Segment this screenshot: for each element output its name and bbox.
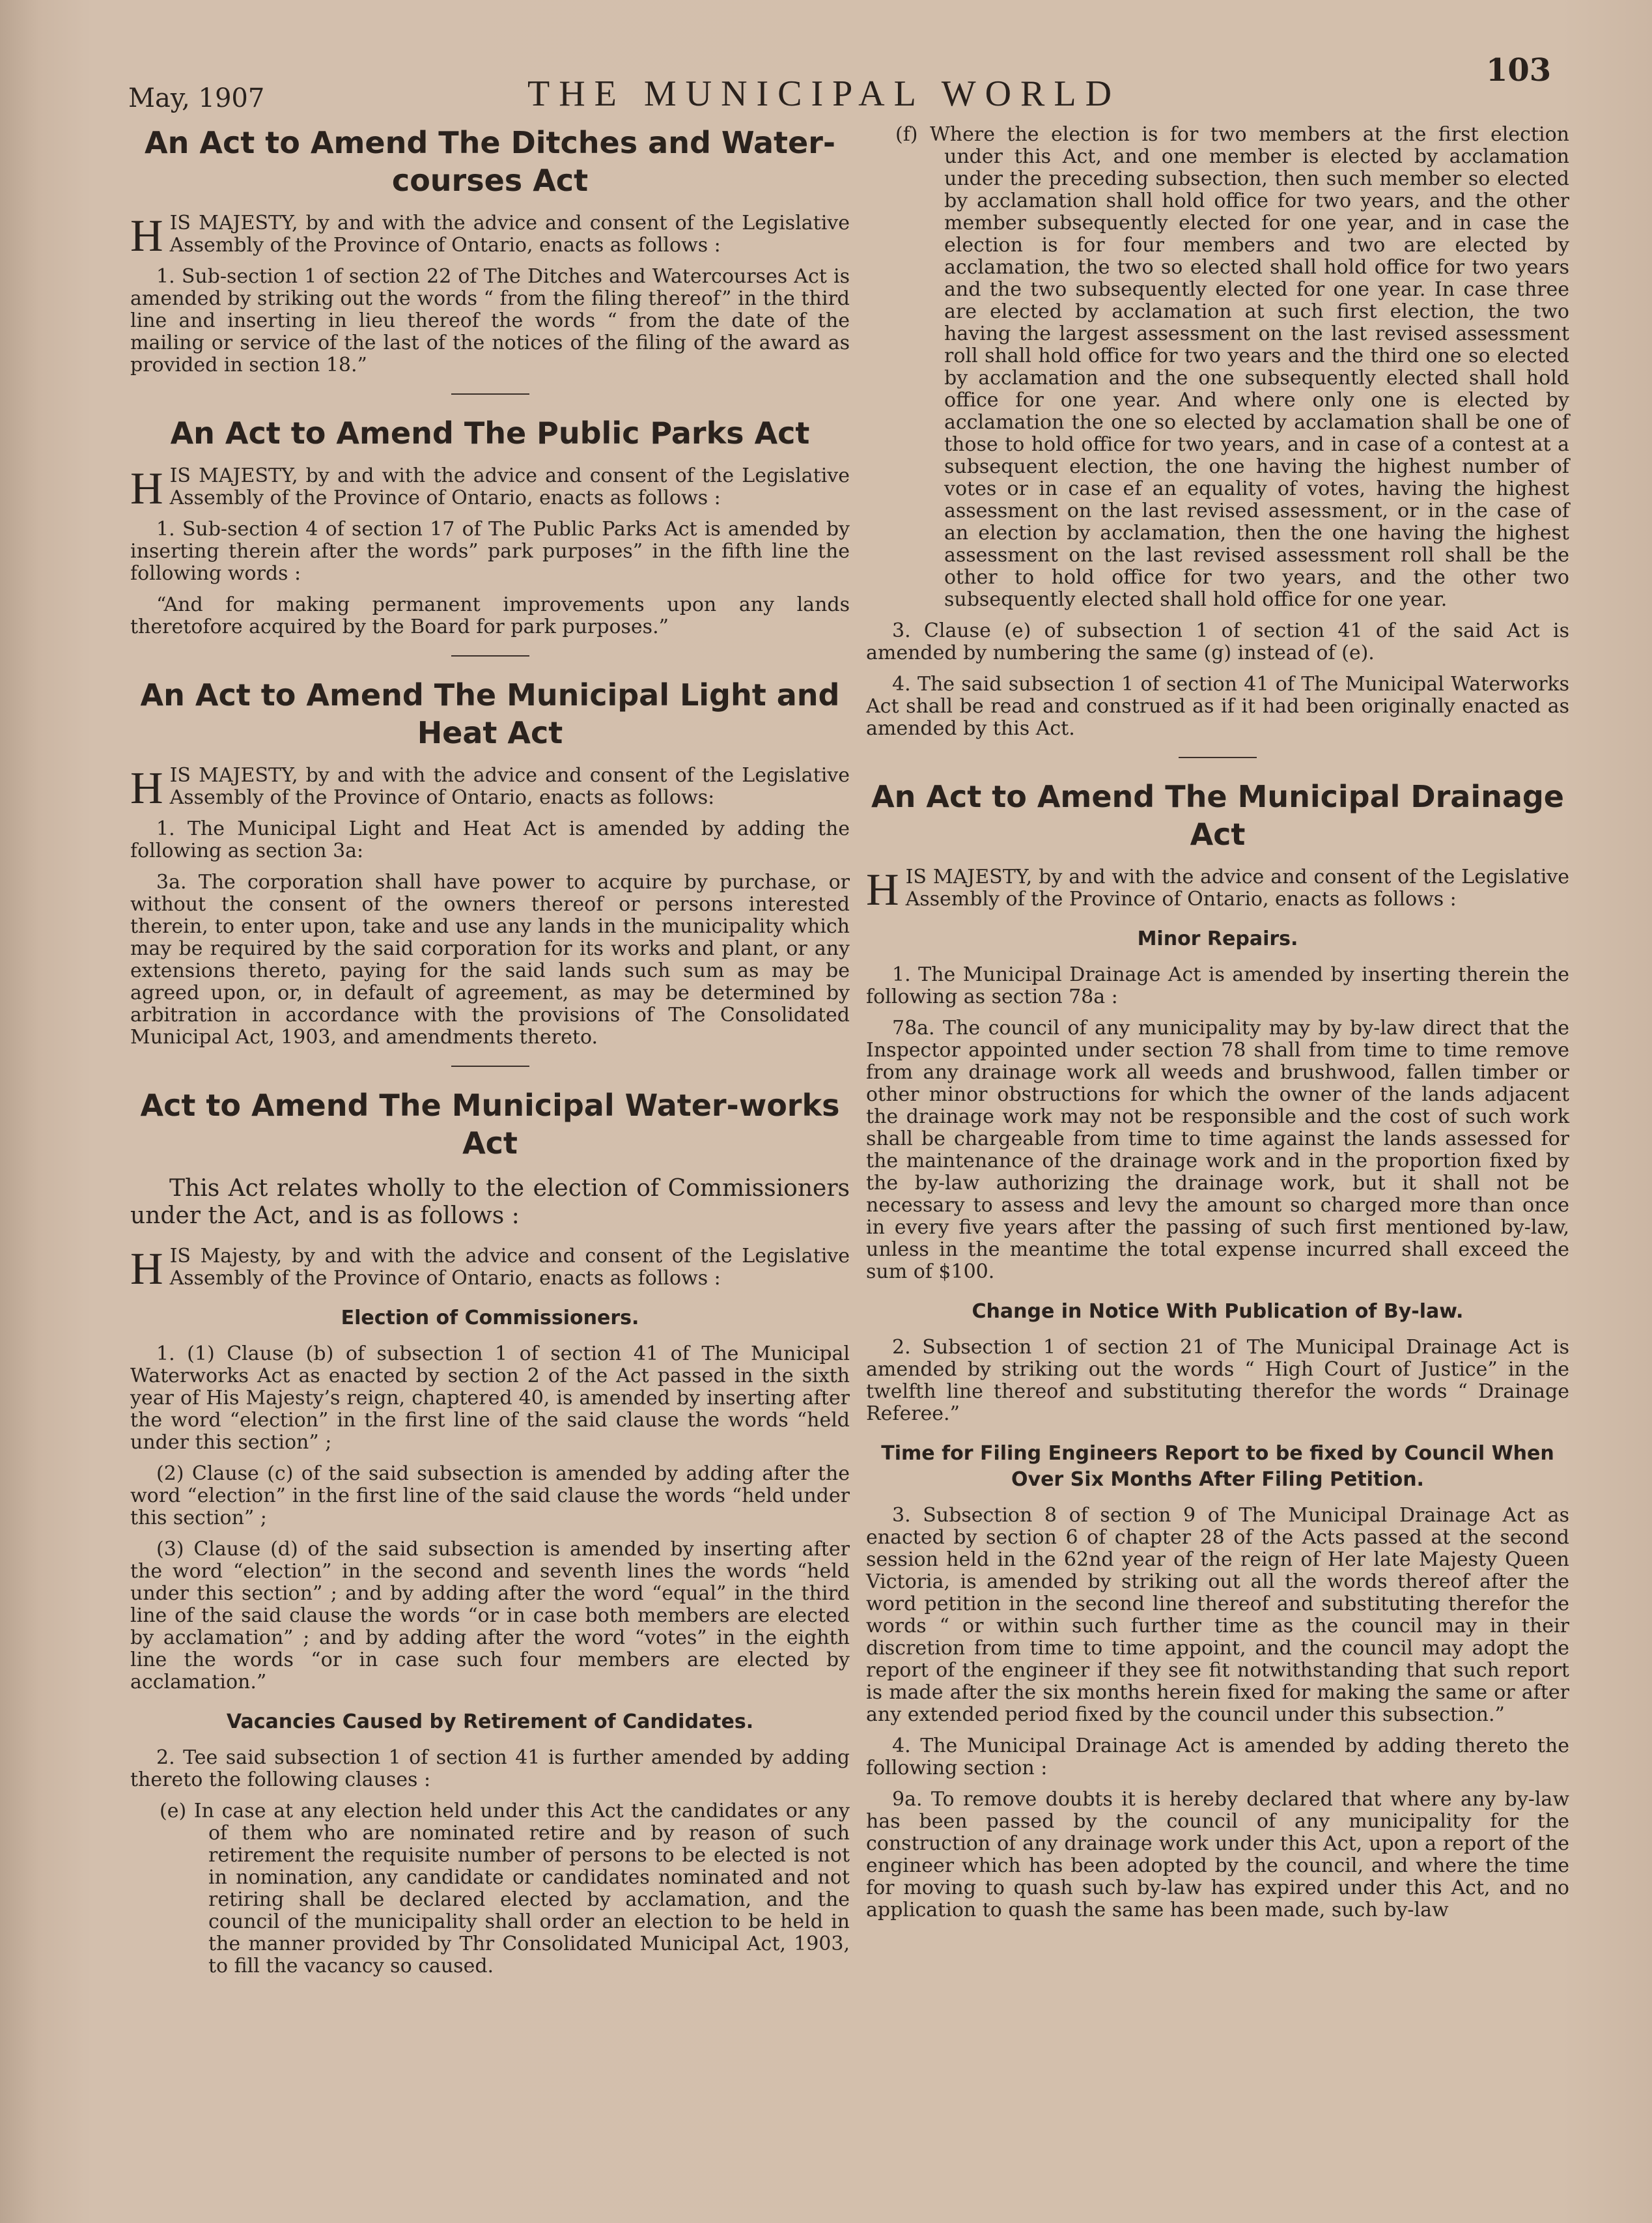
section-text: 1. Sub-section 1 of section 22 of The Ditches and Watercourses Act is amended by striking out the words “ from the filing thereof” in the third line and inserting in lieu thereof the words “ from the date of the mailing or service of the last of the notices of the filing of the award as provided in section 18.” [130,265,850,376]
drop-cap: H [866,865,899,915]
subheading: Election of Commissioners. [341,1307,639,1329]
enacting-clause: HIS Majesty, by and with the advice and consent of the Legislative Assembly of the Province of Ontario, enacts as follows : [130,1244,850,1294]
article-title: An Act to Amend The Public Parks Act [170,416,810,451]
section-text: 78a. The council of any municipality may by by-law direct that the Inspector appointed under section 78 shall from time to time remove from any drainage work all weeds and brushwood, fallen timber or other minor obstructions for which the owner of the lands adjacent the drainage work may not be responsible and the cost of such work shall be chargeable from time to time against the lands assessed for the maintenance of the drainage work and in the proportion fixed by the by-law authorizing the drainage work, but it shall not be necessary to assess and levy the amount so charged more than once in every five years after the passing of such first mentioned by-law, unless in the meantime the total expense incurred shall exceed the sum of $100. [866,1017,1569,1283]
publication-title: THE MUNICIPAL WORLD [527,74,1121,114]
divider [451,393,529,395]
divider [451,655,529,657]
section-text: 3. Clause (e) of subsection 1 of section 41 of the said Act is amended by numbering the same (g) instead of (e). [866,619,1569,664]
drop-cap: H [130,1244,163,1294]
article-title: An Act to Amend The Municipal Drainage Act [871,779,1565,852]
quoted-text: “And for making permanent improvements upon any lands theretofore acquired by the Board for park purposes.” [130,593,850,638]
drainage-article [866,778,1569,1921]
clause-text: (f) Where the election is for two members at the first election under this Act, and one member is elected by acclamation under the preceding subsection, then such member so elected by acclamation shall hold office for two years, and the other member subsequently elected for one year, and in case the election is for four members and two are elected by acclamation, the two so elected shall hold office for two years and the two subsequently elected for one year. In case three are elected by acclamation at such first election, the two having the largest assessment on the last revised assessment roll shall hold office for two years and the third one so elected by acclamation and the one subsequently elected shall hold office for one year. And where only one is elected by acclamation the one so elected by acclamation shall be one of those to hold office for two years, and in case of a contest at a subsequent election, the one having the highest number of votes or in case ef an equality of votes, having the highest assessment on the last revised assessment, or in the case of an election by acclamation, then the one having the highest assessment on the last revised assessment roll shall be the other to hold office for two years, and the other two subsequently elected shall hold office for one year. [895,123,1569,611]
page-header [0,52,1652,124]
divider [1179,757,1257,758]
article-title: An Act to Amend The Municipal Light and Heat Act [140,677,840,750]
waterworks-article [130,1086,850,1977]
enacting-clause: HIS MAJESTY, by and with the advice and consent of the Legislative Assembly of the Province of Ontario, enacts as follows: [130,763,850,814]
drop-cap: H [130,763,163,814]
enacting-clause: HIS MAJESTY, by and with the advice and consent of the Legislative Assembly of the Province of Ontario, enacts as follows : [866,865,1569,915]
enacting-clause: HIS MAJESTY, by and with the advice and consent of the Legislative Assembly of the Province of Ontario, enacts as follows : [130,211,850,261]
article-summary: This Act relates wholly to the election of Commissioners under the Act, and is as follows : [130,1175,850,1229]
divider [451,1066,529,1067]
right-column [866,124,1569,1931]
left-column [130,124,850,1987]
article-title: Act to Amend The Municipal Water-works Act [140,1088,840,1161]
drop-cap: H [130,211,163,261]
ditches-act-article [130,124,850,376]
drop-cap: H [130,464,163,514]
section-text: 1. (1) Clause (b) of subsection 1 of section 41 of The Municipal Waterworks Act as enacted by section 2 of the Act passed in the sixth year of His Majesty’s reign, chaptered 40, is amended by inserting after the word “election” in the first line of the said clause the words “held under this section” ; [130,1342,850,1454]
section-text: 1. The Municipal Light and Heat Act is amended by adding the following as section 3a: [130,817,850,862]
subheading: Time for Filing Engineers Report to be fixed by Council When Over Six Months After Filing Petition. [881,1442,1554,1491]
article-title: An Act to Amend The Ditches and Water-courses Act [145,125,835,198]
section-text: (2) Clause (c) of the said subsection is amended by adding after the word “election” in the first line of the said clause the words “held under this section” ; [130,1462,850,1529]
section-text: 3a. The corporation shall have power to acquire by purchase, or without the consent of the owners thereof or persons interested therein, to enter upon, take and use any lands in the municipality which may be required by the said corporation for its works and plant, or any extensions thereto, paying for the said lands such sum as may be agreed upon, or, in default of agreement, as may be determined by arbitration in accordance with the provisions of The Consolidated Municipal Act, 1903, and amendments thereto. [130,871,850,1049]
section-text: 4. The Municipal Drainage Act is amended by adding thereto the following section : [866,1735,1569,1779]
clause-text: (e) In case at any election held under this Act the candidates or any of them who are nominated retire and by reason of such retirement the requisite number of persons to be elected is not in nomination, any candidate or candidates nominated and not retiring shall be declared elected by acclamation, and the council of the municipality shall order an election to be held in the manner provided by Thr Consolidated Municipal Act, 1903, to fill the vacancy so caused. [160,1800,850,1977]
section-text: 1. The Municipal Drainage Act is amended by inserting therein the following as section 78a : [866,963,1569,1008]
subheading: Change in Notice With Publication of By-law. [972,1300,1464,1323]
enacting-clause: HIS MAJESTY, by and with the advice and consent of the Legislative Assembly of the Province of Ontario, enacts as follows : [130,464,850,514]
issue-date: May, 1907 [128,83,265,113]
subheading: Minor Repairs. [1137,927,1298,950]
page-number: 103 [1486,52,1552,89]
subheading: Vacancies Caused by Retirement of Candidates. [226,1710,754,1733]
section-text: 2. Tee said subsection 1 of section 41 is further amended by adding thereto the following clauses : [130,1746,850,1791]
section-text: 2. Subsection 1 of section 21 of The Municipal Drainage Act is amended by striking out the words “ High Court of Justice” in the twelfth line thereof and substituting therefor the words “ Drainage Referee.” [866,1336,1569,1425]
section-text: 1. Sub-section 4 of section 17 of The Public Parks Act is amended by inserting therein after the words” park purposes” in the fifth line the following words : [130,518,850,585]
section-text: (3) Clause (d) of the said subsection is amended by inserting after the word “election” in the second and seventh lines the words “held under this section” ; and by adding after the word “equal” in the third line of the said clause the words “or in case both members are elected by acclamation” ; and by adding after the word “votes” in the eighth line the words “or in case such four members are elected by acclamation.” [130,1538,850,1693]
light-heat-article [130,676,850,1049]
section-text: 4. The said subsection 1 of section 41 of The Municipal Waterworks Act shall be read and construed as if it had been originally enacted as amended by this Act. [866,673,1569,740]
public-parks-article [130,414,850,638]
section-text: 9a. To remove doubts it is hereby declared that where any by-law has been passed by the council of any municipality for the construction of any drainage work under this Act, upon a report of the engineer which has been adopted by the council, and where the time for moving to quash such by-law has expired under this Act, and no application to quash the same has been made, such by-law [866,1788,1569,1921]
section-text: 3. Subsection 8 of section 9 of The Municipal Drainage Act as enacted by section 6 of chapter 28 of the Acts passed at the second session held in the 62nd year of the reign of Her late Majesty Queen Victoria, is amended by striking out all the words thereof after the word petition in the second line thereof and substituting therefor the words “ or within such further time as the council may in their discretion from time to time appoint, and the council may adopt the report of the engineer if they see fit notwithstanding that such report is made after the six months herein fixed for making the same or after any extended period fixed by the council under this subsection.” [866,1504,1569,1726]
